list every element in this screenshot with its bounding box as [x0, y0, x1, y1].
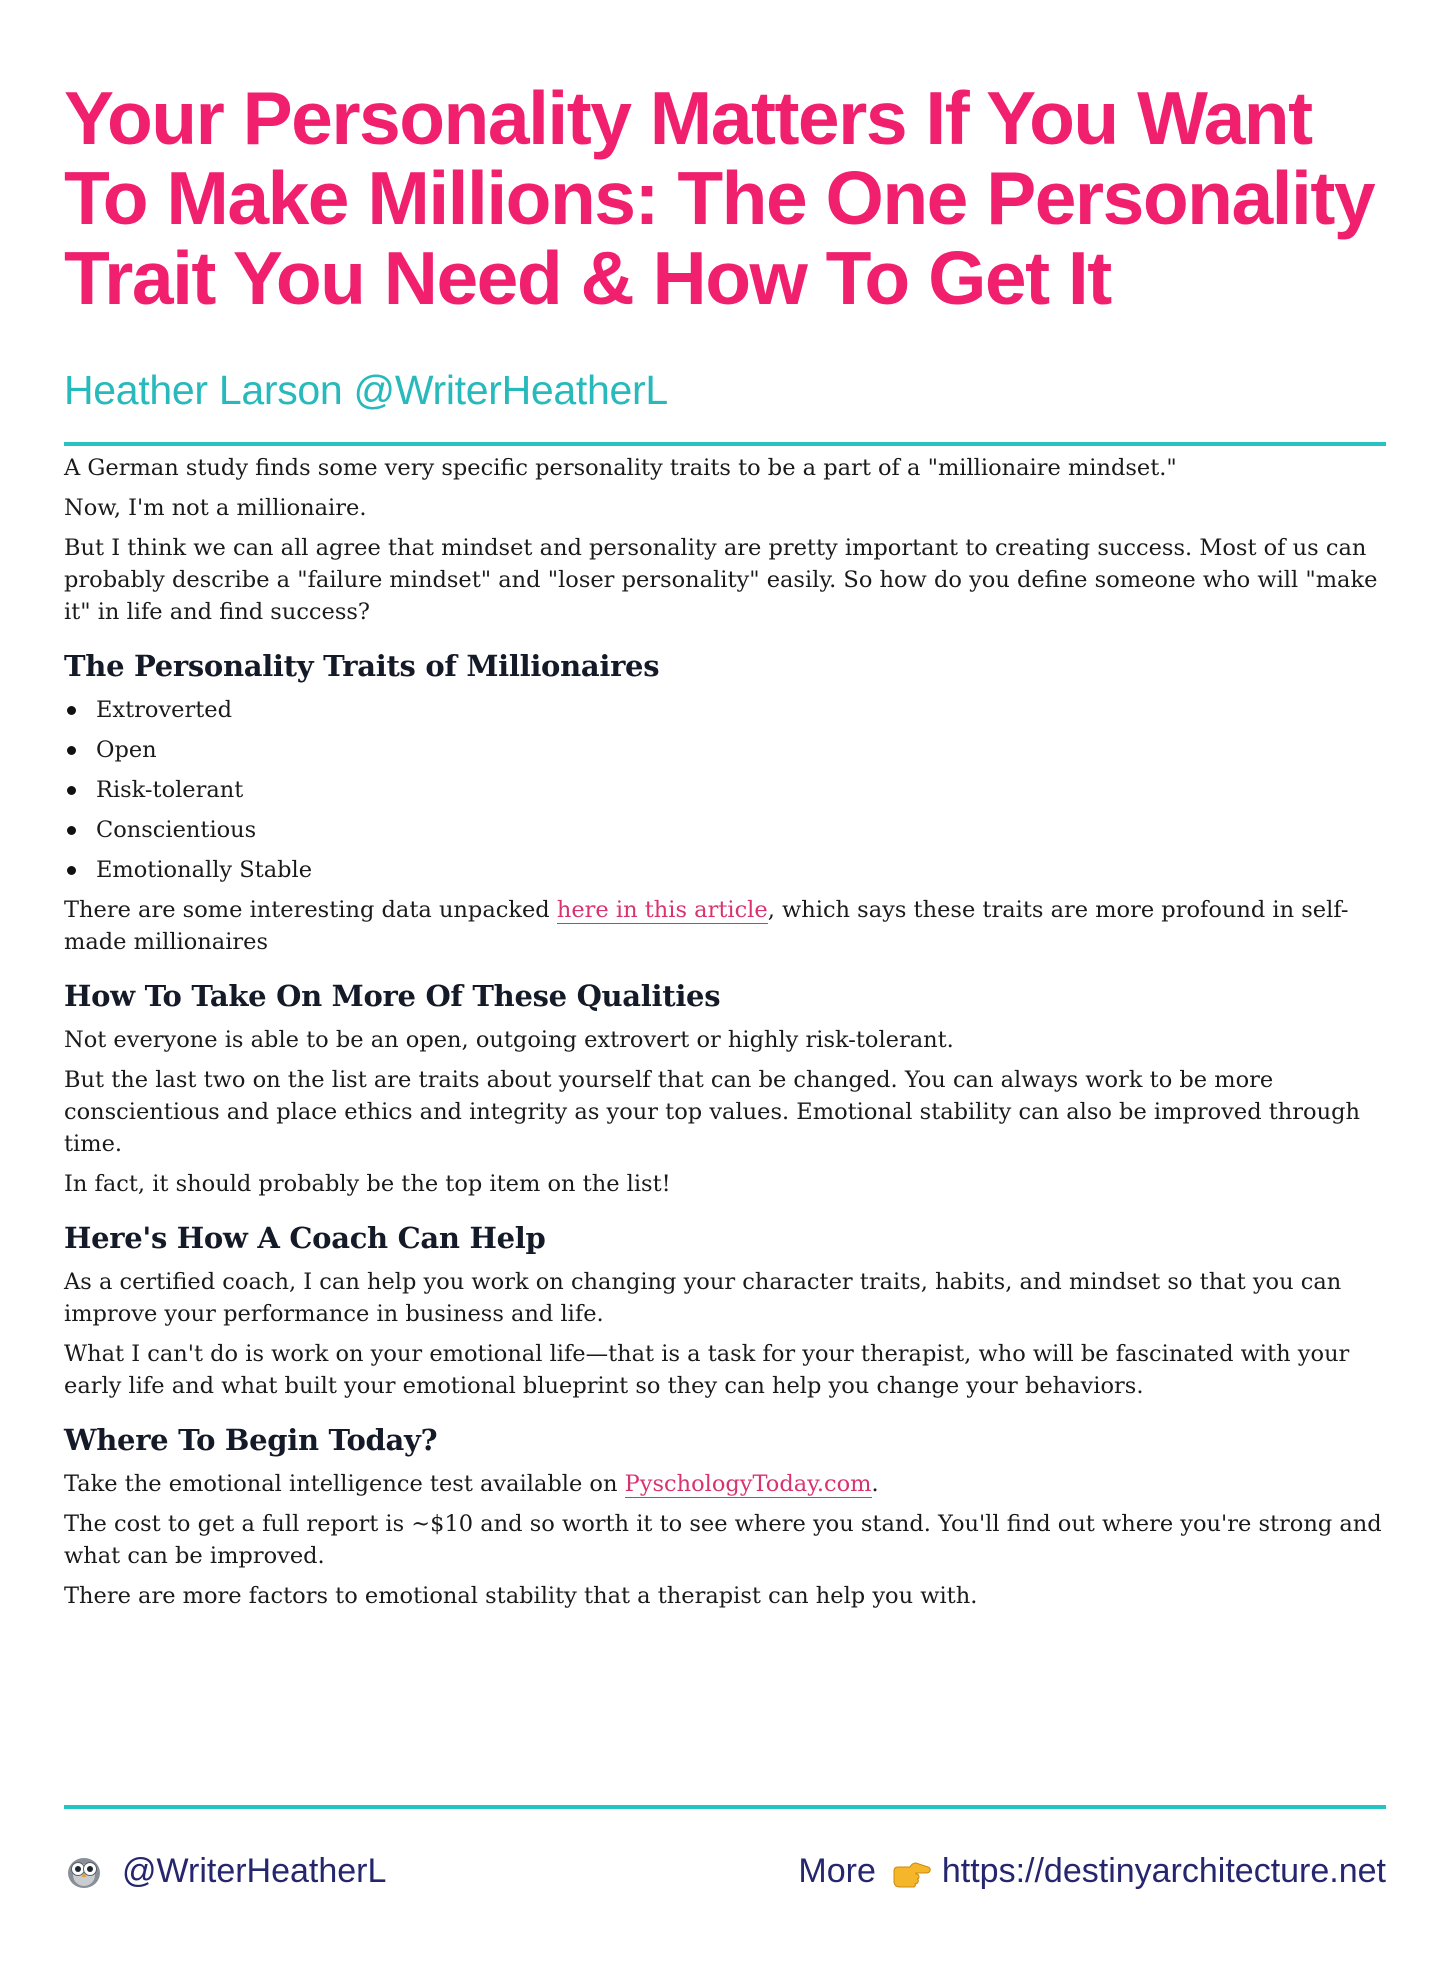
author-byline: Heather Larson @WriterHeatherL — [64, 367, 668, 413]
bullet-icon — [67, 866, 76, 875]
header-divider — [64, 442, 1386, 446]
psychology-today-link[interactable]: PyschologyToday.com — [624, 1471, 872, 1497]
section-heading-coach: Here's How A Coach Can Help — [64, 1221, 546, 1255]
bullet-icon — [67, 786, 76, 795]
traits-list — [64, 694, 1386, 886]
article-reference-paragraph: There are some interesting data unpacked here in this article, which says these traits are more profound in self-made millionaires — [64, 897, 1349, 955]
begin-paragraph-1: Take the emotional intelligence test available on PyschologyToday.com. — [64, 1471, 879, 1497]
article-link[interactable]: here in this article — [556, 897, 768, 923]
list-item: Emotionally Stable — [64, 854, 1386, 886]
page-title: Your Personality Matters If You Want To Make Millions: The One Personality Trait You Need & How To Get It — [64, 76, 1375, 320]
bullet-icon — [67, 746, 76, 755]
section-heading-qualities: How To Take On More Of These Qualities — [64, 979, 721, 1013]
owl-icon — [64, 1851, 104, 1891]
footer-link-group — [798, 1846, 1386, 1896]
qualities-paragraph-2: But the last two on the list are traits about yourself that can be changed. You can always work to be more conscientious and place ethics and integrity as your top values. Emotional stability can also be improved through time. — [64, 1067, 1360, 1157]
coach-paragraph-2: What I can't do is work on your emotional life—that is a task for your therapist, who will be fascinated with your early life and what built your emotional blueprint so they can help you change your behaviors. — [64, 1341, 1350, 1399]
bullet-icon — [67, 826, 76, 835]
document-page — [64, 0, 1386, 1964]
list-item: Conscientious — [64, 814, 1386, 846]
list-item: Extroverted — [64, 694, 1386, 726]
list-item: Open — [64, 734, 1386, 766]
section-heading-traits: The Personality Traits of Millionaires — [64, 649, 660, 683]
article-body — [64, 452, 1386, 1620]
intro-paragraph-1: A German study finds some very specific personality traits to be a part of a "millionaire mindset." — [64, 455, 1177, 481]
coach-paragraph-1: As a certified coach, I can help you work on changing your character traits, habits, and mindset so that you can improve your performance in business and life. — [64, 1269, 1342, 1327]
footer-handle-group — [64, 1846, 386, 1896]
footer-url[interactable]: https://destinyarchitecture.net — [941, 1852, 1386, 1890]
footer-handle[interactable]: @WriterHeatherL — [122, 1852, 387, 1890]
pointing-hand-icon — [890, 1855, 932, 1887]
begin-paragraph-3: There are more factors to emotional stability that a therapist can help you with. — [64, 1583, 978, 1609]
qualities-paragraph-3: In fact, it should probably be the top item on the list! — [64, 1171, 671, 1197]
bullet-icon — [67, 706, 76, 715]
section-heading-begin: Where To Begin Today? — [64, 1423, 438, 1457]
begin-paragraph-2: The cost to get a full report is ~$10 and so worth it to see where you stand. You'll find out where you're strong and what can be improved. — [64, 1511, 1382, 1569]
footer-more-label: More — [798, 1852, 876, 1890]
footer-divider — [64, 1805, 1386, 1809]
qualities-paragraph-1: Not everyone is able to be an open, outgoing extrovert or highly risk-tolerant. — [64, 1027, 954, 1053]
intro-paragraph-3: But I think we can all agree that mindset and personality are pretty important to creating success. Most of us can probably describe a "failure mindset" and "loser personality" easily. So how do you define someone who will "make it" in life and find success? — [64, 535, 1378, 625]
page-footer — [64, 1846, 1386, 1896]
list-item: Risk-tolerant — [64, 774, 1386, 806]
intro-paragraph-2: Now, I'm not a millionaire. — [64, 495, 367, 521]
